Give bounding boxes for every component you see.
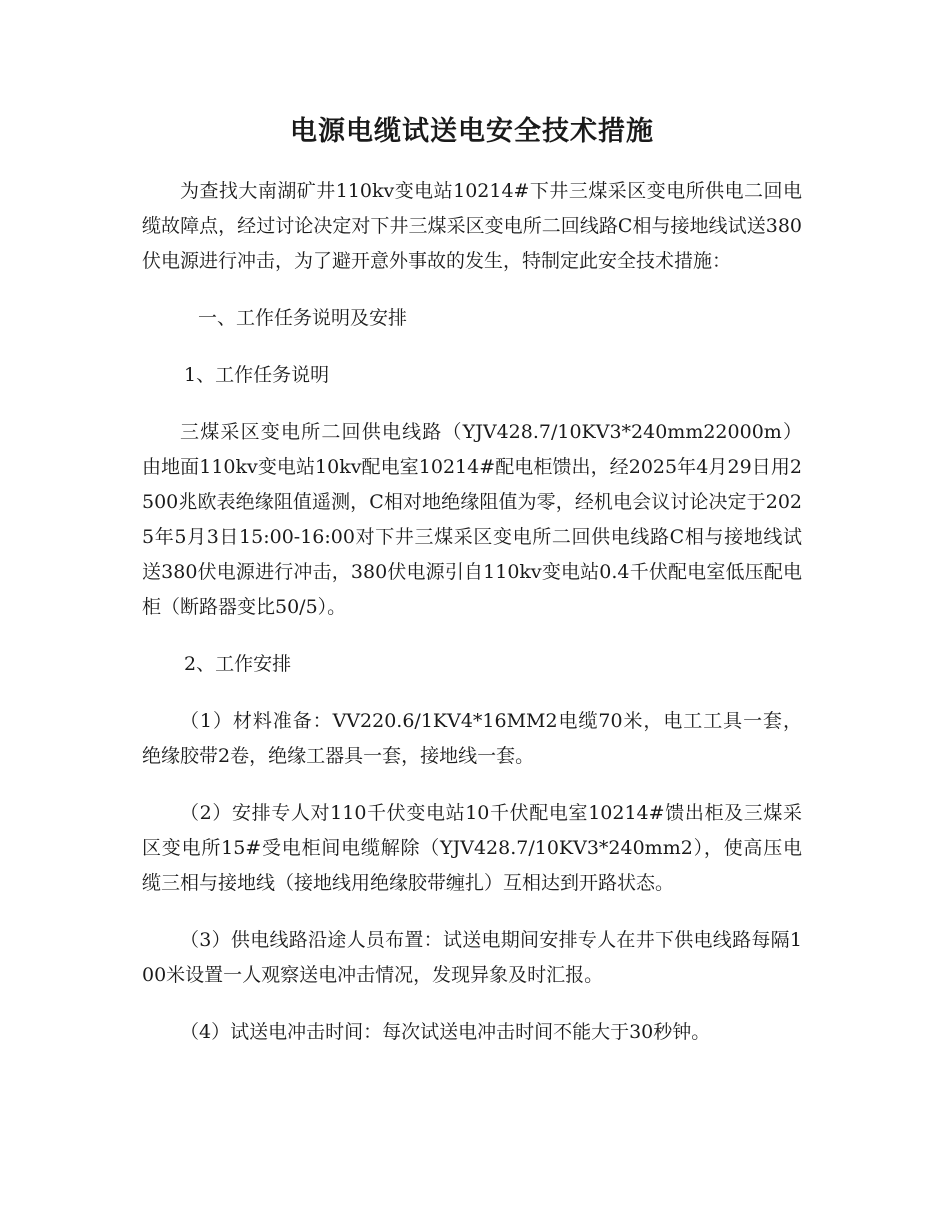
- intro-paragraph: 为查找大南湖矿井110kv变电站10214#下井三煤采区变电所供电二回电缆故障点，经过讨论决定对下井三煤采区变电所二回线路C相与接地线试送380伏电源进行冲击，为了避开意外事故的发生，特制定此安全技术措施：: [142, 180, 802, 272]
- arrangement-item-4: （4）试送电冲击时间：每次试送电冲击时间不能大于30秒钟。: [180, 1021, 711, 1043]
- document-title: 电源电缆试送电安全技术措施: [290, 116, 654, 147]
- document-page: [142, 110, 802, 1072]
- arrangement-item-2: （2）安排专人对110千伏变电站10千伏配电室10214#馈出柜及三煤采区变电所15#受电柜间电缆解除（YJV428.7/10KV3*240mm2），使高压电缆三相与接地线（接地线用绝缘胶带缠扎）互相达到开路状态。: [142, 802, 802, 894]
- section-heading-1: 一、工作任务说明及安排: [198, 307, 408, 329]
- arrangement-item-3: （3）供电线路沿途人员布置：试送电期间安排专人在井下供电线路每隔100米设置一人观察送电冲击情况，发现异象及时汇报。: [142, 929, 802, 986]
- subsection-heading-task-description: 1、工作任务说明: [184, 364, 330, 386]
- arrangement-item-1: （1）材料准备：VV220.6/1KV4*16MM2电缆70米，电工工具一套，绝缘胶带2卷，绝缘工器具一套，接地线一套。: [142, 710, 802, 767]
- subsection-heading-work-arrangement: 2、工作安排: [184, 653, 292, 675]
- task-description-paragraph: 三煤采区变电所二回供电线路（YJV428.7/10KV3*240mm22000m）由地面110kv变电站10kv配电室10214#配电柜馈出，经2025年4月29日用2500兆欧表绝缘阻值遥测，C相对地绝缘阻值为零，经机电会议讨论决定于2025年5月3日15:00-16:00对下井三煤采区变电所二回供电线路C相与接地线试送380伏电源进行冲击，380伏电源引自110kv变电站0.4千伏配电室低压配电柜（断路器变比50/5）。: [142, 421, 802, 618]
